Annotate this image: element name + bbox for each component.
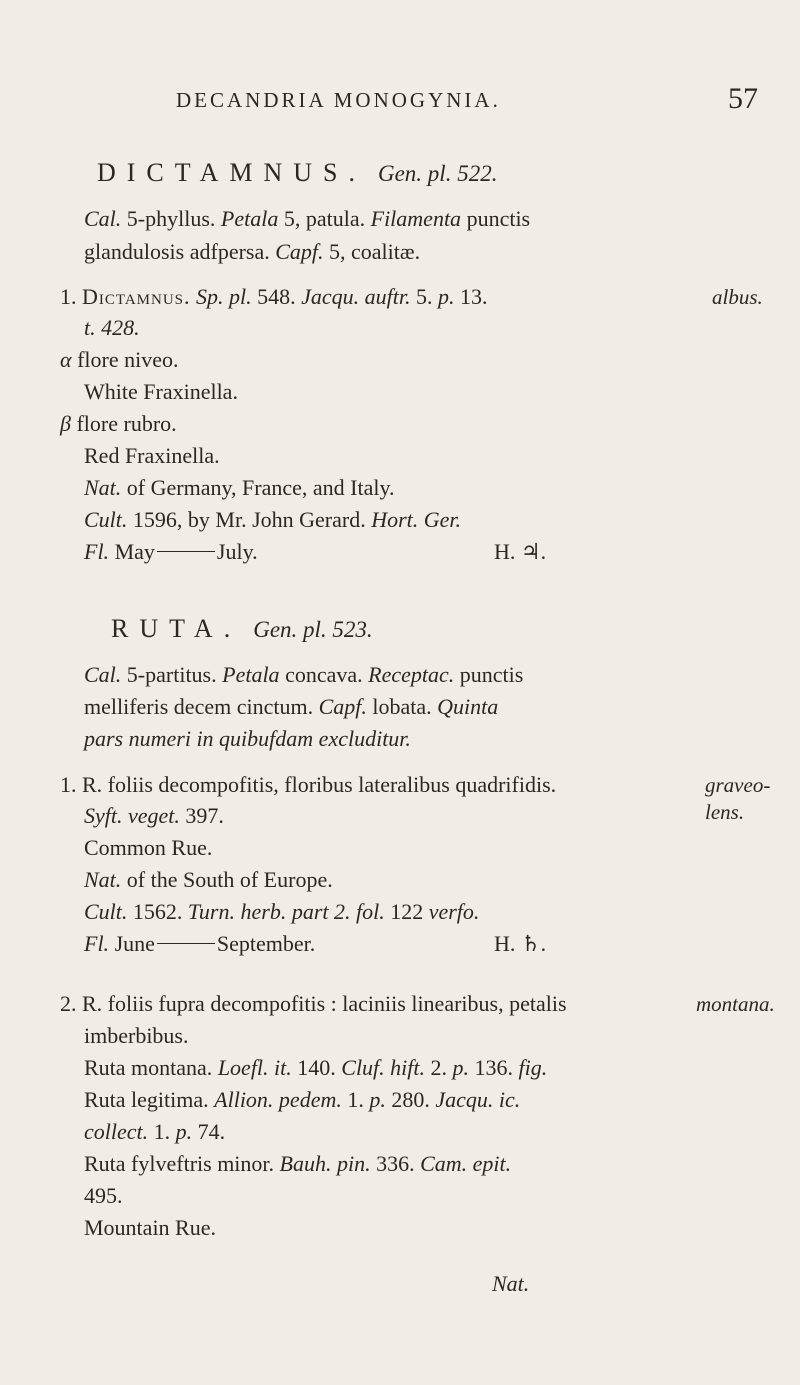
- dictamnus-character-line1: Cal. 5-phyllus. Petala 5, patula. Filamenta punctis: [84, 206, 531, 231]
- cultivation-line: Cult. 1596, by Mr. John Gerard. Hort. Ger.: [84, 507, 462, 532]
- flowering-line: Fl. June September.: [84, 931, 316, 956]
- margin-trivial-name: graveo-: [705, 773, 771, 797]
- ruta-character-line1: Cal. 5-partitus. Petala concava. Receptac. punctis: [84, 662, 524, 687]
- native-line: Nat. of Germany, France, and Italy.: [84, 475, 395, 500]
- synonym-3: Ruta fylveftris minor. Bauh. pin. 336. Cam. epit.: [84, 1151, 512, 1176]
- native-line: Nat. of the South of Europe.: [84, 867, 333, 892]
- plate-reference: t. 428.: [84, 315, 140, 340]
- dictamnus-species-1: 1. Dictamnus. Sp. pl. 548. Jacqu. auftr. 5. p. 13.: [60, 284, 488, 309]
- genus-reference: Gen. pl. 522.: [377, 161, 498, 186]
- hardiness-symbol: H. ♄.: [494, 931, 547, 956]
- genus-heading-dictamnus: [97, 158, 497, 188]
- margin-trivial-name: albus.: [712, 285, 763, 309]
- page-number: 57: [728, 82, 758, 115]
- common-name: Common Rue.: [84, 835, 213, 860]
- variety-alpha-english: White Fraxinella.: [84, 379, 238, 404]
- margin-trivial-name-cont: lens.: [705, 800, 745, 824]
- catchword: Nat.: [492, 1271, 530, 1296]
- variety-alpha: α flore niveo.: [60, 347, 179, 372]
- ruta-character-line3: pars numeri in quibufdam excluditur.: [84, 726, 411, 751]
- running-title: DECANDRIA MONOGYNIA.: [176, 88, 501, 112]
- genus-reference: Gen. pl. 523.: [253, 617, 373, 642]
- cultivation-line: Cult. 1562. Turn. herb. part 2. fol. 122 verfo.: [84, 899, 480, 924]
- species-2-line2: imberbibus.: [84, 1023, 189, 1048]
- ruta-species-1: 1. R. foliis decompofitis, floribus lateralibus quadrifidis.: [60, 772, 557, 797]
- variety-beta: β flore rubro.: [60, 411, 177, 436]
- dictamnus-character-line2: glandulosis adfpersa. Capf. 5, coalitæ.: [84, 239, 421, 264]
- flowering-line: Fl. May July.: [84, 539, 258, 564]
- system-reference: Syft. veget. 397.: [84, 803, 224, 828]
- genus-name: RUTA.: [111, 614, 242, 643]
- genus-heading-ruta: [111, 614, 373, 644]
- synonym-2-cont: collect. 1. p. 74.: [84, 1119, 226, 1144]
- margin-trivial-name: montana.: [696, 992, 775, 1016]
- ruta-character-line2: melliferis decem cinctum. Capf. lobata. Quinta: [84, 694, 499, 719]
- synonym-3-cont: 495.: [84, 1183, 123, 1208]
- synonym-2: Ruta legitima. Allion. pedem. 1. p. 280. Jacqu. ic.: [84, 1087, 521, 1112]
- genus-name: DICTAMNUS.: [97, 158, 366, 187]
- hardiness-symbol: H. ♃.: [494, 539, 547, 564]
- common-name: Mountain Rue.: [84, 1215, 216, 1240]
- variety-beta-english: Red Fraxinella.: [84, 443, 220, 468]
- synonym-1: Ruta montana. Loefl. it. 140. Cluf. hift. 2. p. 136. fig.: [84, 1055, 548, 1080]
- ruta-species-2: 2. R. foliis fupra decompofitis : laciniis linearibus, petalis: [60, 991, 567, 1016]
